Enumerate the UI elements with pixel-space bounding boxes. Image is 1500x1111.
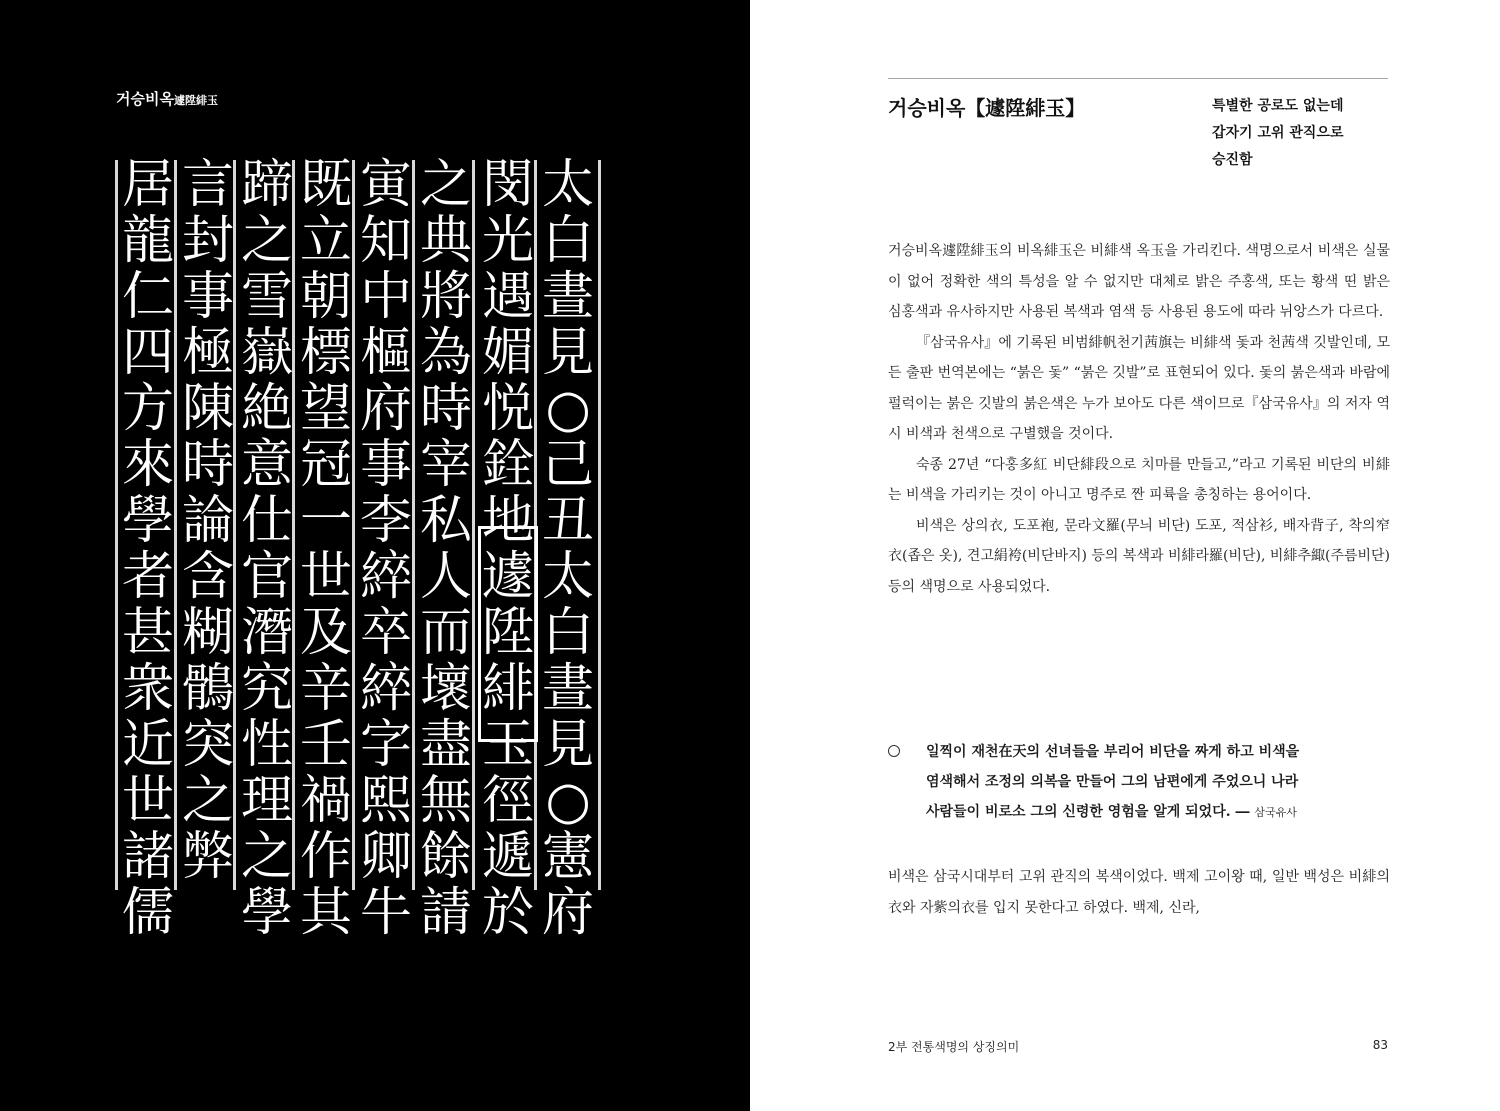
quote-line: 염색해서 조정의 의복을 만들어 그의 남편에게 주었으니 나라: [926, 774, 1299, 790]
rubbing-column-7: 言封事極陳時論含糊鶻突之弊: [181, 157, 234, 885]
footer-page-number: 83: [1372, 1038, 1388, 1052]
rubbing-column-4: 寅知中樞府事李綷卒綷字熙卿牛: [359, 157, 412, 941]
quote-block: [888, 737, 1390, 828]
right-page-text: [750, 0, 1500, 1111]
body-paragraph: 숙종 27년 “다홍多紅 비단緋段으로 치마를 만들고,”라고 기록된 비단의 비緋는 비색을 가리키는 것이 아니고 명주로 짠 피륙을 총칭하는 용어이다.: [888, 456, 1390, 503]
body-paragraph: 『삼국유사』에 기록된 비범緋帆천기茜旗는 비緋색 돛과 천茜색 깃발인데, 모든 출판 번역본에는 “붉은 돛” “붉은 깃발”로 표현되어 있다. 돛의 붉은색과 바람에 펄럭이는 붉은 깃발의 붉은색은 누가 보아도 다른 색이므로『삼국유사』의 저자 역시 비색과 천색으로 구별했을 것이다.: [888, 334, 1390, 442]
running-head-hangul: 거승비옥: [116, 90, 174, 108]
body-paragraph: 거승비옥遽陞緋玉의 비옥緋玉은 비緋색 옥玉을 가리킨다. 색명으로서 비색은 실물이 없어 정확한 색의 특성을 알 수 없지만 대체로 밝은 주홍색, 또는 황색 띤 밝은 심홍색과 유사하지만 사용된 복색과 염색 등 사용된 용도에 따라 뉘앙스가 다르다.: [888, 243, 1390, 320]
closing-text: [888, 862, 1390, 923]
highlight-box-keyword: [478, 526, 538, 742]
quote-source: 삼국유사: [1254, 806, 1297, 819]
summary-line: 승진함: [1212, 152, 1253, 168]
rubbing-column-3: 之典將為時宰私人而壞盡無餘請: [419, 157, 472, 941]
body-paragraph: 비색은 삼국시대부터 고위 관직의 복색이었다. 백제 고이왕 때, 일반 백성은 비緋의衣와 자紫의衣를 입지 못한다고 하였다. 백제, 신라,: [888, 869, 1390, 916]
entry-title: 거승비옥【遽陞緋玉】: [888, 96, 1086, 120]
quote-line-text: 사람들이 비로소 그의 신령한 영험을 알게 되었다. ―: [926, 804, 1250, 820]
quote-line: [926, 797, 1390, 828]
body-text: [888, 236, 1390, 602]
rubbing-column-1: 太白晝見○己丑太白晝見○憲府: [541, 157, 594, 941]
header-rule: [888, 78, 1388, 79]
quote-line: 일찍이 재천在天의 선녀들을 부리어 비단을 짜게 하고 비색을: [926, 744, 1300, 760]
column-rule: [598, 160, 601, 890]
rubbing-column-6: 蹄之雪嶽絶意仕官潛究性理之學: [240, 157, 293, 941]
body-paragraph: 비색은 상의衣, 도포袍, 문라文羅(무늬 비단) 도포, 적삼衫, 배자背子, 착의窄衣(좁은 옷), 견고絹袴(비단바지) 등의 복색과 비緋라羅(비단), 비緋추緅(주름비단) 등의 색명으로 사용되었다.: [888, 517, 1390, 595]
summary-line: 갑자기 고위 관직으로: [1212, 125, 1344, 141]
rubbing-column-2: 閔光遇媚悦銓地遽陞緋玉徑遞於: [481, 157, 534, 941]
entry-summary: [1212, 93, 1388, 174]
footer-section-title: 2부 전통색명의 상징의미: [888, 1040, 1020, 1054]
running-head-hanja: 遽陞緋玉: [173, 94, 218, 107]
summary-line: 특별한 공로도 없는데: [1212, 98, 1344, 114]
rubbing-column-8: 居龍仁四方來學者甚衆近世諸儒: [121, 157, 174, 941]
circle-bullet-icon: [888, 745, 900, 757]
left-running-head: [116, 88, 218, 109]
rubbing-column-5: 既立朝標望冠一世及辛壬禍作其: [299, 157, 352, 941]
